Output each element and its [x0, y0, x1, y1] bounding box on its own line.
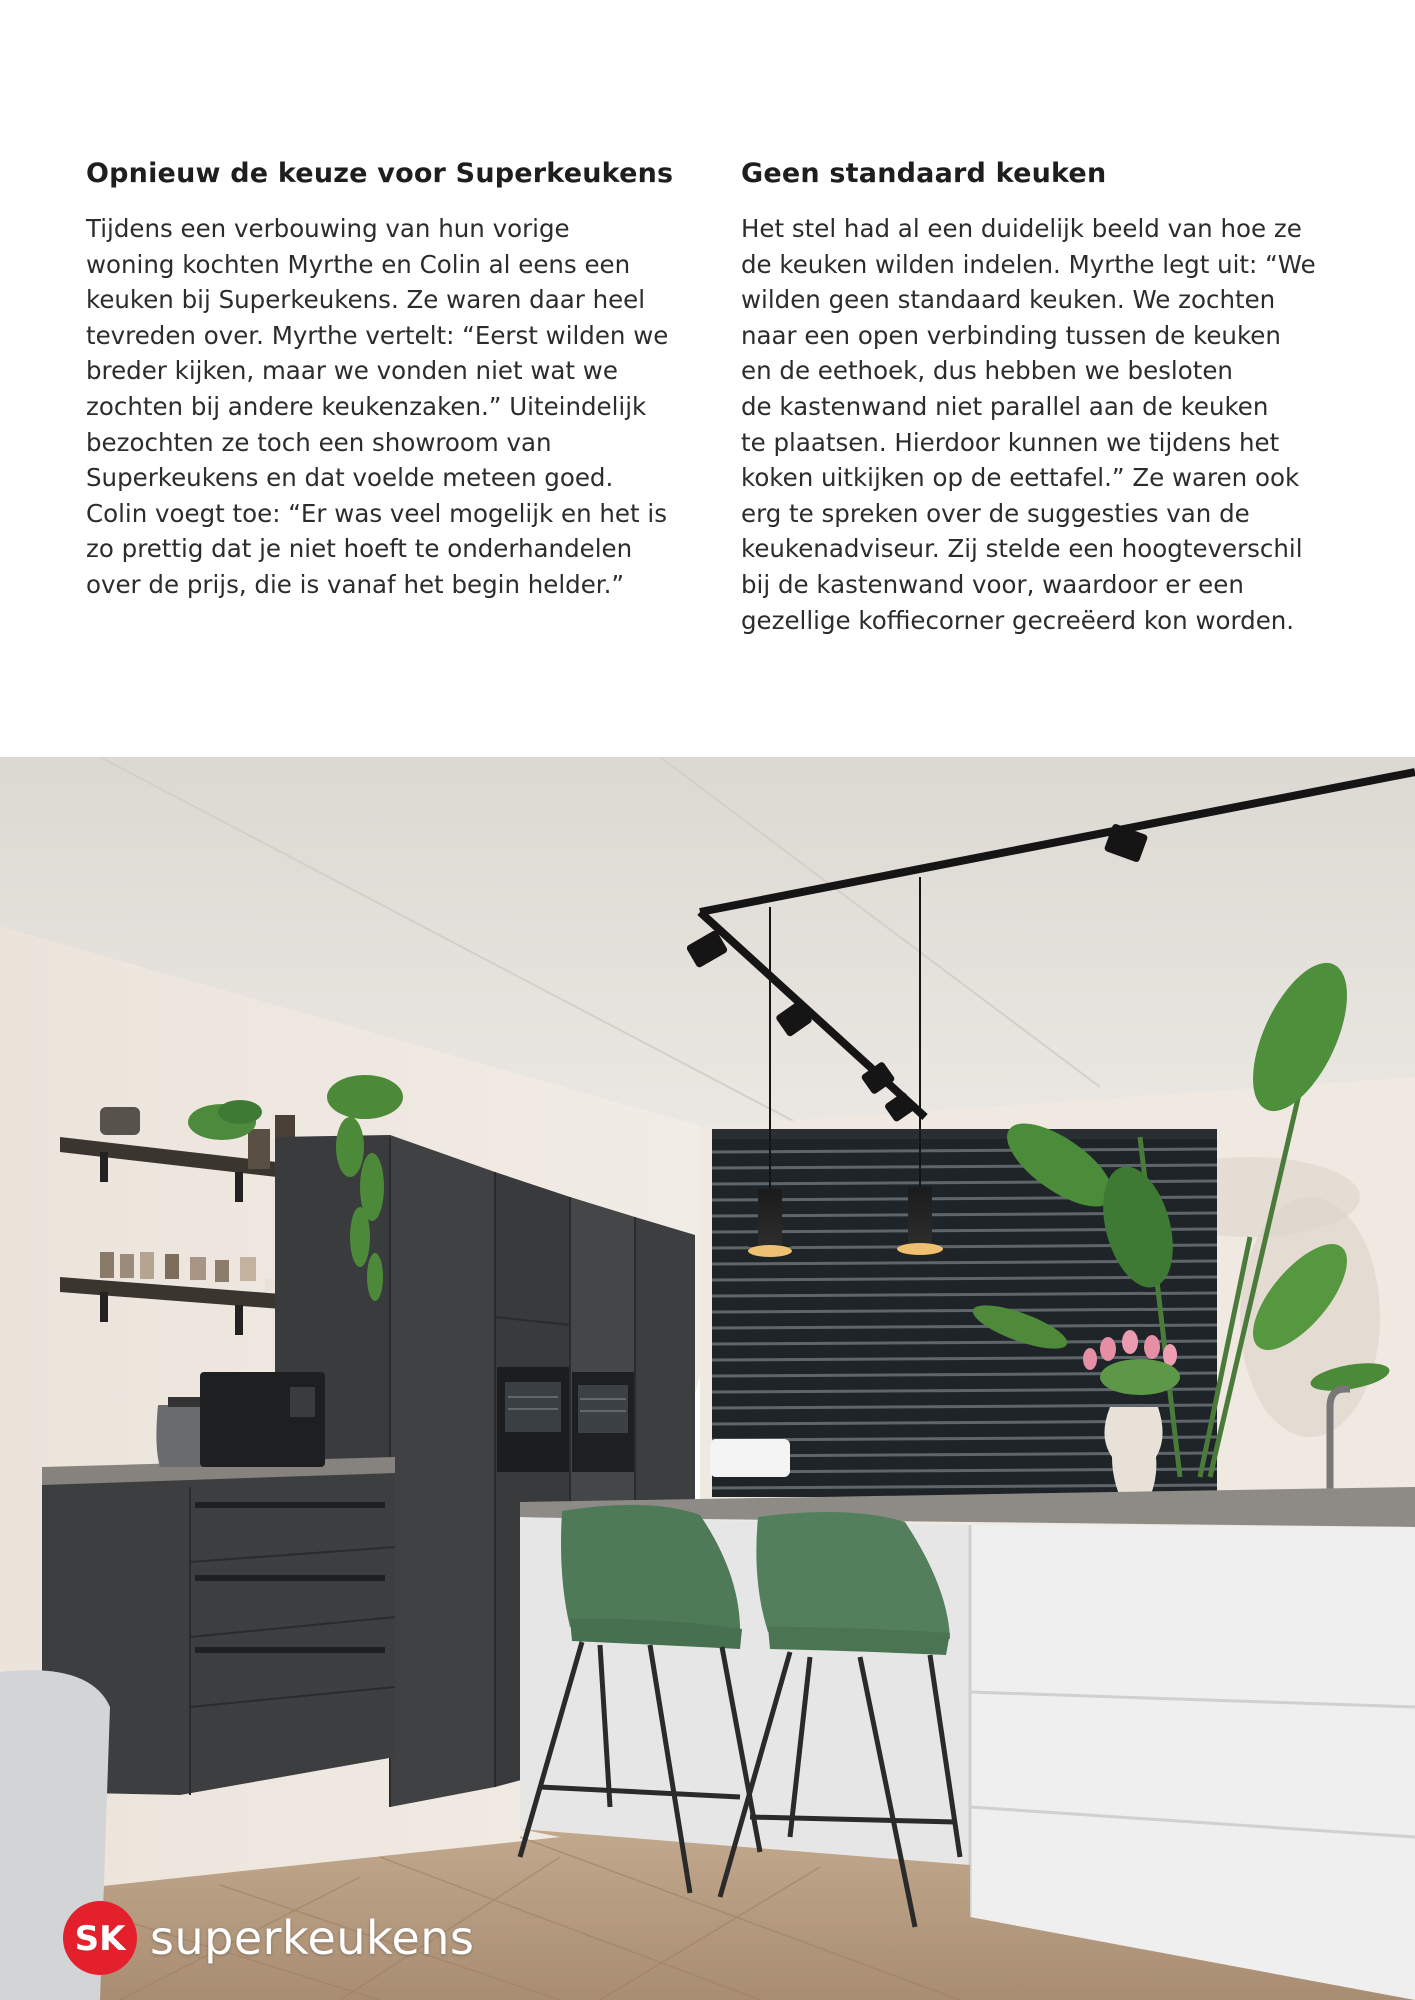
body-line: naar een open verbinding tussen de keuken [741, 320, 1281, 350]
body-line: bij de kastenwand voor, waardoor er een [741, 569, 1244, 599]
body-line: te plaatsen. Hierdoor kunnen we tijdens het [741, 427, 1280, 457]
body-line: Colin voegt toe: “Er was veel mogelijk en het is [86, 498, 667, 528]
body-line: Het stel had al een duidelijk beeld van hoe ze [741, 214, 1302, 243]
body-line: woning kochten Myrthe en Colin al eens een [86, 249, 631, 279]
body-line: koken uitkijken op de eettafel.” Ze waren ook [741, 463, 1300, 493]
body-line: gezellige koffiecorner gecreëerd kon worden. [741, 605, 1295, 635]
svg-text:SK: SK [74, 1919, 126, 1959]
body-line: zochten bij andere keukenzaken.” Uiteindelijk [86, 391, 647, 421]
kitchen-photo [0, 757, 1415, 2000]
body-line: en de eethoek, dus hebben we besloten [741, 356, 1233, 386]
article-column-right [741, 158, 1341, 638]
sk-logo-icon [62, 1900, 138, 1976]
body-line: tevreden over. Myrthe vertelt: “Eerst wilden we [86, 320, 669, 350]
section-heading: Opnieuw de keuze voor Superkeukens [86, 158, 674, 189]
body-line: keuken bij Superkeukens. Ze waren daar heel [86, 285, 646, 315]
body-line: zo prettig dat je niet hoeft te onderhandelen [86, 534, 633, 564]
section-body [741, 211, 1341, 638]
section-body [86, 211, 686, 603]
body-line: Tijdens een verbouwing van hun vorige [86, 214, 570, 243]
body-line: over de prijs, die is vanaf het begin helder.” [86, 569, 625, 599]
body-line: breder kijken, maar we vonden niet wat we [86, 356, 618, 386]
section-heading: Geen standaard keuken [741, 158, 1107, 189]
body-line: bezochten ze toch een showroom van [86, 427, 552, 457]
brand-wordmark: superkeukens [150, 1911, 475, 1965]
body-line: Superkeukens en dat voelde meteen goed. [86, 463, 614, 493]
brand-logo [62, 1900, 474, 1976]
article-column-left [86, 158, 686, 603]
body-line: de kastenwand niet parallel aan de keuken [741, 391, 1269, 421]
body-line: wilden geen standaard keuken. We zochten [741, 285, 1276, 315]
body-line: keukenadviseur. Zij stelde een hoogteverschil [741, 534, 1303, 564]
body-line: erg te spreken over de suggesties van de [741, 498, 1250, 528]
body-line: de keuken wilden indelen. Myrthe legt uit: “We [741, 249, 1316, 279]
